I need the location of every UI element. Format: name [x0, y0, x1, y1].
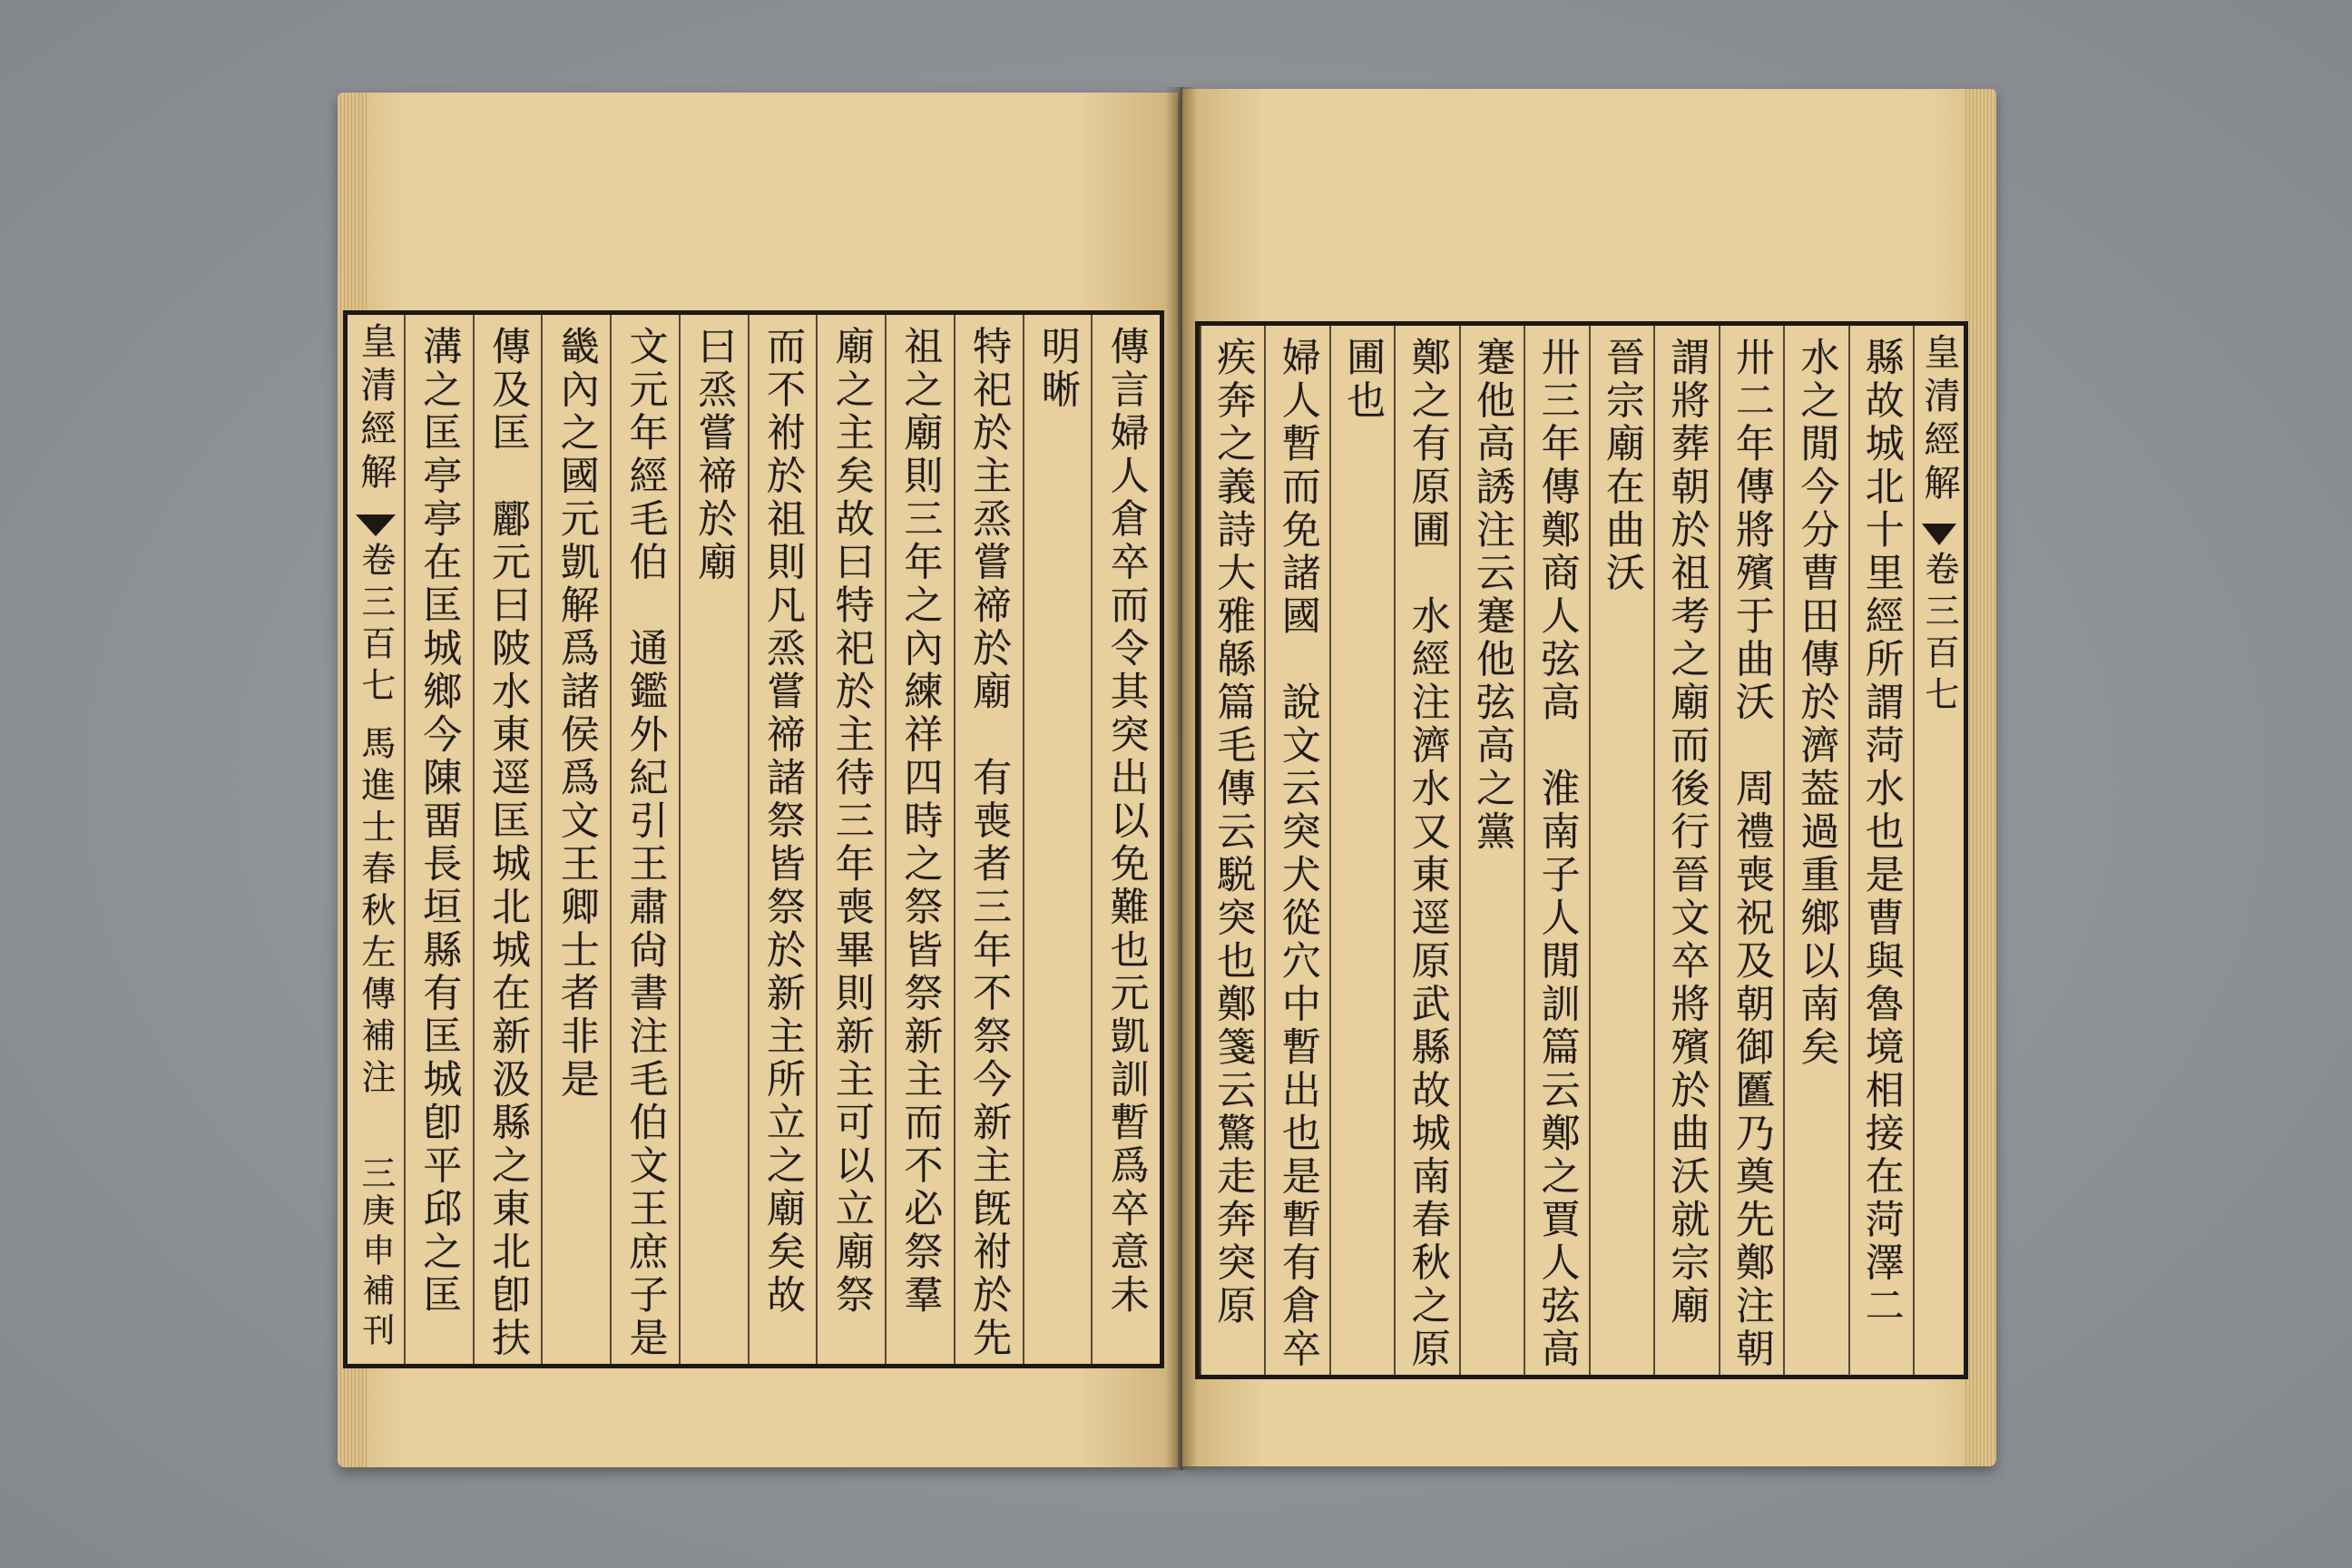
text-column: [1200, 326, 1264, 1375]
column-text: 卅二年傳將殯于曲沃 周禮喪祝及朝御匶乃奠先鄭注朝: [1729, 337, 1775, 1371]
column-text: 明晰: [1034, 326, 1081, 412]
column-text: 婦人暫而免諸國 說文云突犬從穴中暫出也是暫有倉卒: [1275, 337, 1321, 1371]
book-title: 皇清經解: [1918, 333, 1960, 507]
volume-number: 卷三百七: [355, 542, 396, 709]
column-text: 傳及匡 酈元曰陂水東逕匡城北城在新汲縣之東北卽扶: [485, 326, 532, 1360]
volume-number: 卷三百七: [1919, 551, 1959, 718]
column-text: 縣故城北十里經所謂菏水也是曹與魯境相接在菏澤二: [1858, 337, 1905, 1328]
right-columns: [1200, 326, 1964, 1375]
column-text: 傳言婦人倉卒而令其突出以免難也元凱訓暫爲卒意未: [1103, 326, 1150, 1318]
fishtail-mark-icon: [1922, 524, 1956, 545]
column-text: 圃也: [1340, 337, 1387, 423]
left-text-frame: [343, 310, 1164, 1368]
column-text: 疾奔之義詩大雅緜篇毛傳云駾突也鄭箋云驚走奔突原: [1210, 337, 1257, 1328]
column-text: 謂將葬朝於祖考之廟而後行晉文卒將殯於曲沃就宗廟: [1664, 337, 1710, 1328]
column-text: 曰烝嘗禘於廟: [691, 326, 738, 584]
text-column: [404, 315, 473, 1364]
text-column: [610, 315, 679, 1364]
text-column: [1091, 315, 1160, 1364]
text-column: [541, 315, 610, 1364]
text-column: [1329, 326, 1394, 1375]
column-text: 蹇他高誘注云蹇他弦高之黨: [1470, 337, 1516, 854]
edition-note: 庚申補刊: [357, 1193, 395, 1353]
text-column: [473, 315, 542, 1364]
column-text: 廟之主矣故曰特祀於主待三年喪畢則新主可以立廟祭: [828, 326, 875, 1318]
text-column: [1653, 326, 1718, 1375]
text-column: [1023, 315, 1092, 1364]
banxin-margin-column: [1913, 326, 1964, 1375]
text-column: [679, 315, 748, 1364]
column-text: 畿內之國元凱解爲諸侯爲文王卿士者非是: [554, 326, 600, 1102]
text-column: [1394, 326, 1458, 1375]
book-gutter: [1165, 87, 1198, 1470]
text-column: [885, 315, 954, 1364]
text-column: [1264, 326, 1328, 1375]
right-page: [1181, 89, 1996, 1466]
text-column: [816, 315, 885, 1364]
column-text: 卅三年傳鄭商人弦高 淮南子人閒訓篇云鄭之賈人弦高: [1534, 337, 1581, 1371]
page-stack-edge: [1965, 89, 1996, 1466]
column-text: 鄭之有原圃 水經注濟水又東逕原武縣故城南春秋之原: [1405, 337, 1451, 1371]
text-column: [1524, 326, 1588, 1375]
leaf-number: 三: [355, 1155, 396, 1190]
column-text: 祖之廟則三年之內練祥四時之祭皆祭新主而不必祭羣: [897, 326, 944, 1318]
column-text: 晉宗廟在曲沃: [1599, 337, 1645, 595]
text-column: [1783, 326, 1847, 1375]
column-text: 而不祔於祖則凡烝嘗禘諸祭皆祭於新主所立之廟矣故: [760, 326, 806, 1318]
book-title: 皇清經解: [354, 322, 397, 496]
text-column: [748, 315, 817, 1364]
text-column: [1719, 326, 1783, 1375]
banxin-margin-column: [348, 315, 404, 1364]
fishtail-mark-icon: [356, 514, 396, 536]
work-title: 馬進士春秋左傳補注: [355, 725, 396, 1101]
column-text: 特祀於主烝嘗禘於廟 有喪者三年不祭今新主旣祔於先: [966, 326, 1013, 1360]
column-text: 文元年經毛伯 通鑑外紀引王肅尙書注毛伯文王庶子是: [622, 326, 669, 1360]
left-page: [338, 93, 1178, 1467]
column-text: 溝之匡亭亭在匡城鄉今陳畱長垣縣有匡城卽平邱之匡: [416, 326, 463, 1318]
right-text-frame: [1195, 321, 1968, 1379]
text-column: [1589, 326, 1653, 1375]
text-column: [1848, 326, 1913, 1375]
left-columns: [348, 315, 1160, 1364]
text-column: [954, 315, 1023, 1364]
column-text: 水之閒今分曹田傳於濟葢過重鄉以南矣: [1794, 337, 1840, 1070]
text-column: [1459, 326, 1524, 1375]
